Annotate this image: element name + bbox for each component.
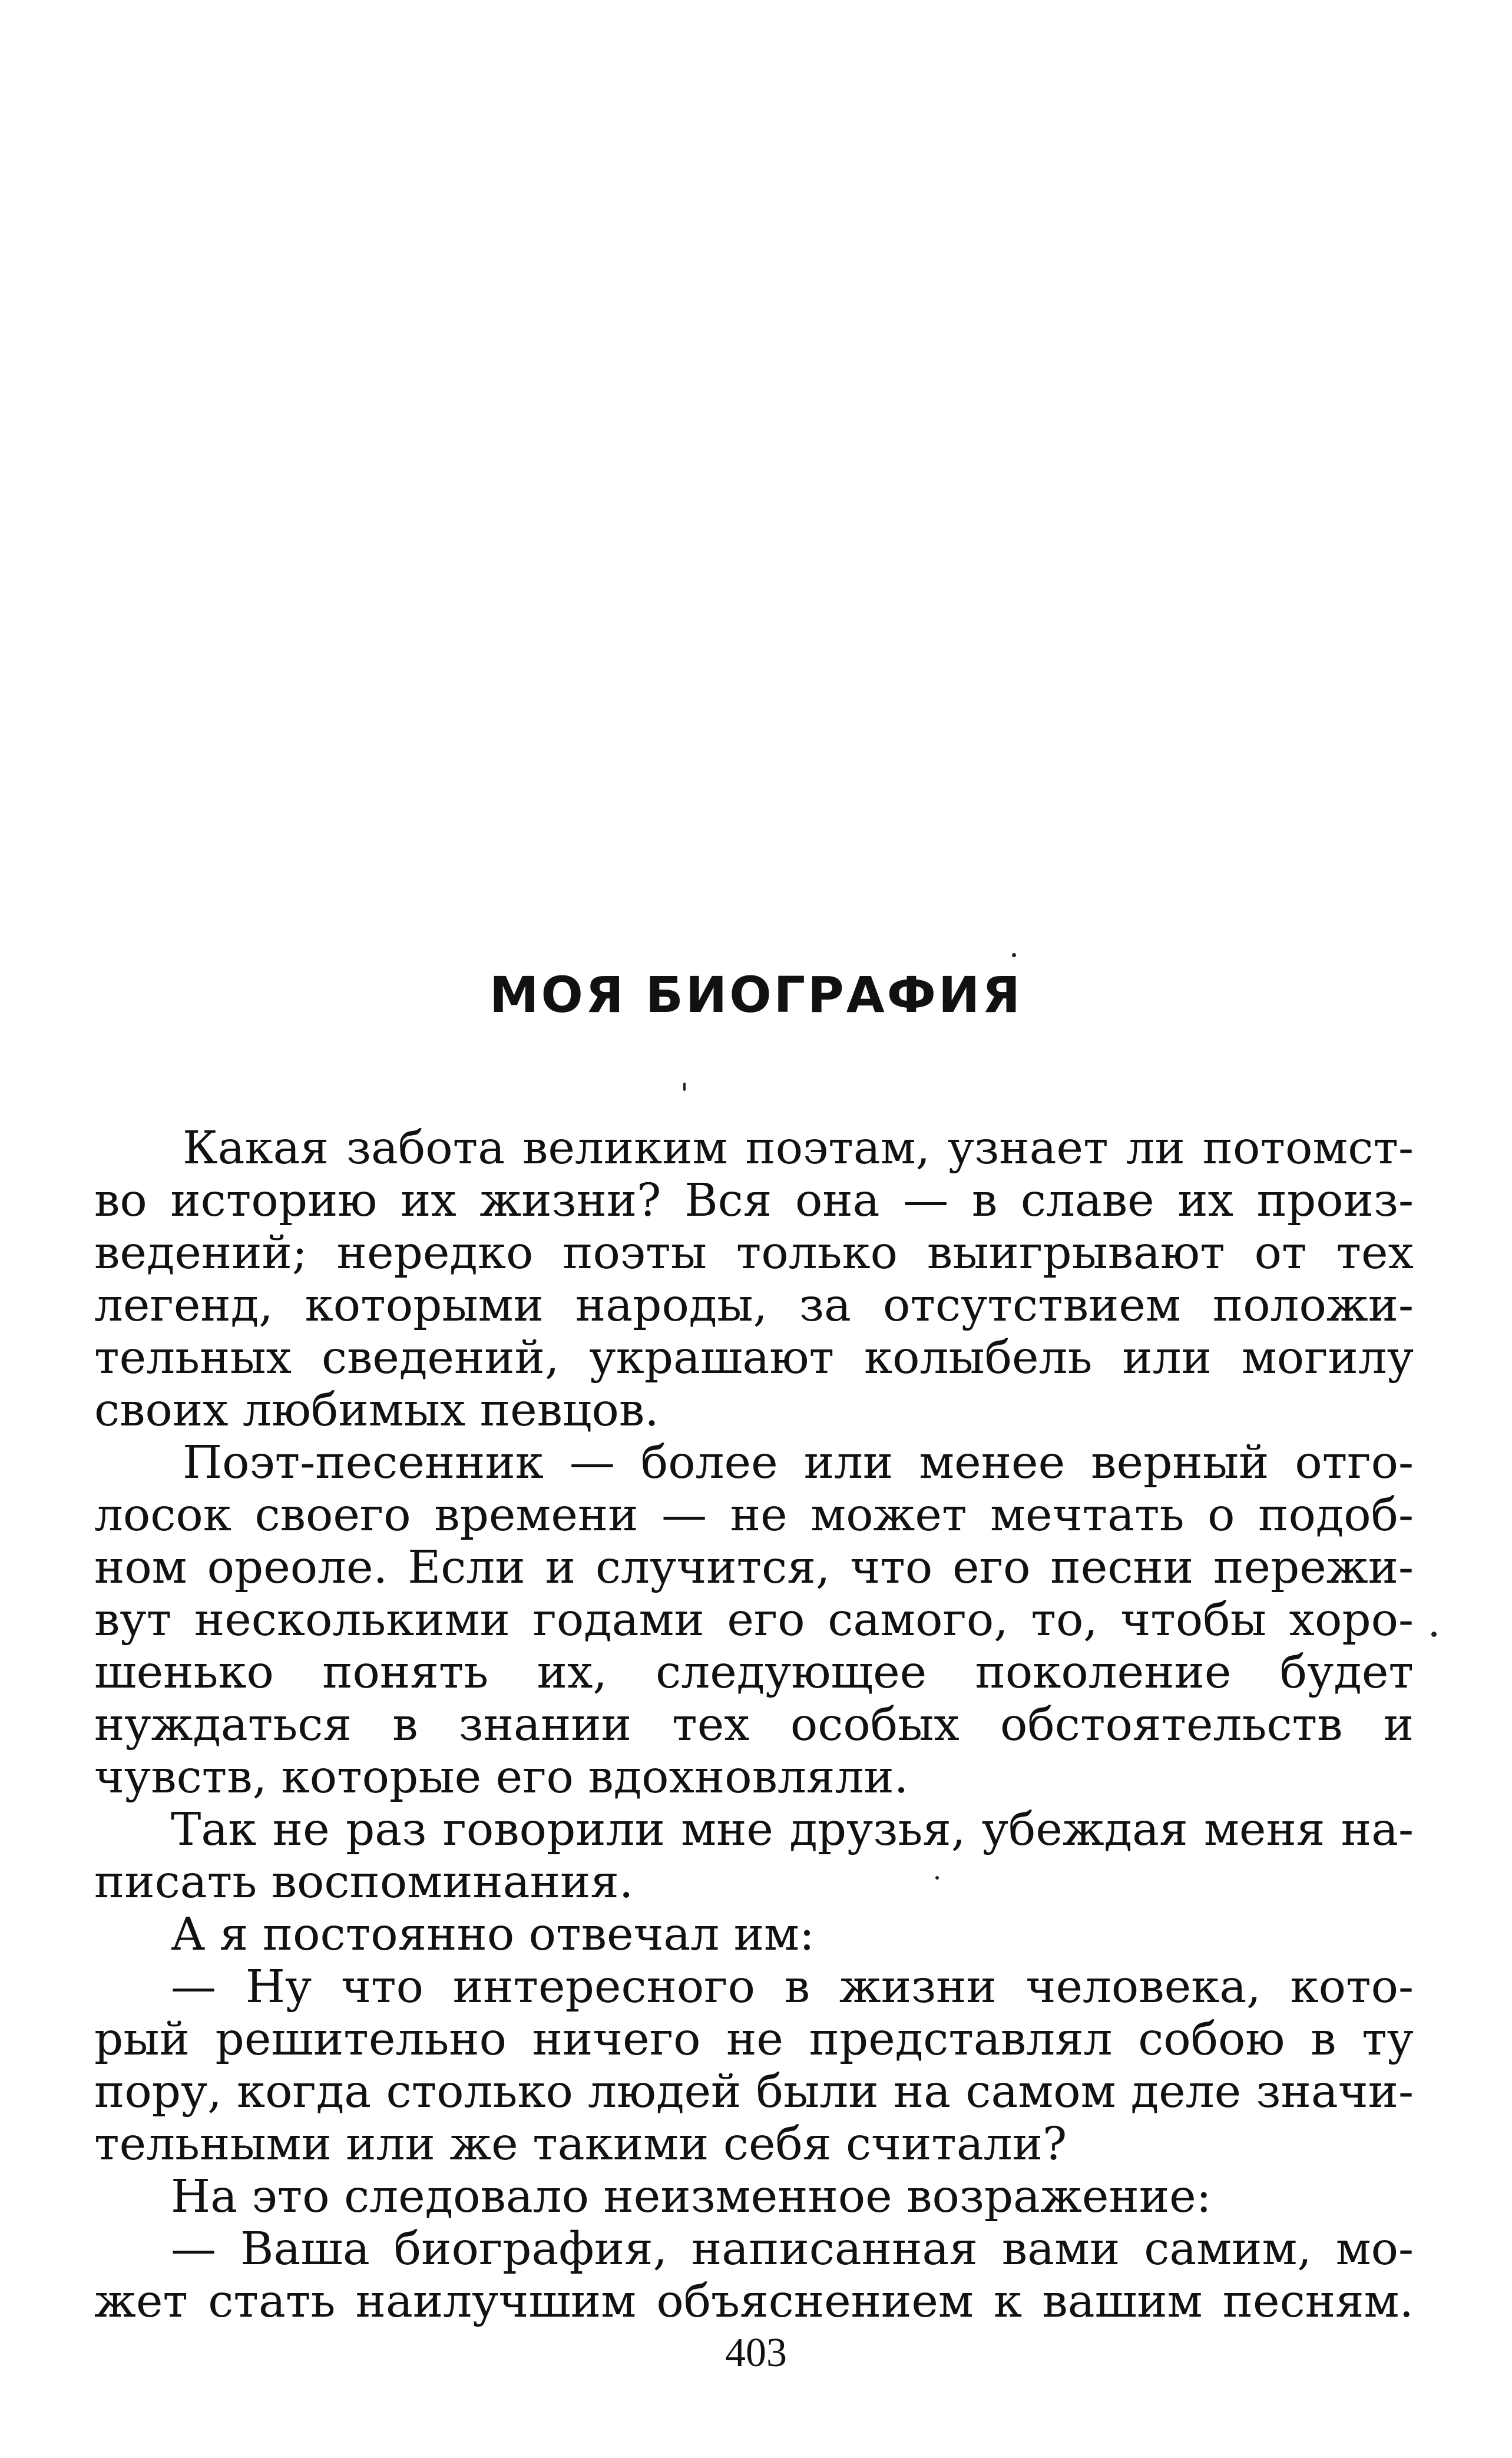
text-line: тельных сведений, украшают колыбель или могилу bbox=[94, 1332, 1414, 1384]
text-line: вут несколькими годами его самого, то, чтобы хоро- bbox=[94, 1594, 1414, 1646]
paragraph bbox=[94, 1961, 1414, 2171]
paragraph bbox=[94, 1437, 1414, 1804]
body-text bbox=[94, 1122, 1414, 2328]
text-line: На это следовало неизменное возражение: bbox=[171, 2171, 1212, 2223]
paragraph bbox=[94, 1908, 1414, 1961]
text-line: жет стать наилучшим объяснением к вашим песням. bbox=[94, 2275, 1414, 2328]
print-speck bbox=[1431, 1632, 1437, 1637]
text-line: рый решительно ничего не представлял собою в ту bbox=[94, 2013, 1414, 2066]
chapter-title: МОЯ БИОГРАФИЯ bbox=[489, 966, 1023, 1024]
text-line: ведений; нередко поэты только выигрывают от тех bbox=[94, 1227, 1414, 1279]
text-line: нуждаться в знании тех особых обстоятельств и bbox=[94, 1699, 1414, 1751]
text-line: — Ну что интересного в жизни человека, кото- bbox=[171, 1961, 1414, 2013]
text-line: Какая забота великим поэтам, узнает ли потомст- bbox=[183, 1122, 1414, 1175]
text-line: своих любимых певцов. bbox=[94, 1384, 659, 1437]
text-line: пору, когда столько людей были на самом деле значи- bbox=[94, 2066, 1414, 2118]
text-line: Так не раз говорили мне друзья, убеждая меня на- bbox=[171, 1804, 1414, 1856]
print-speck bbox=[1012, 953, 1016, 957]
text-line: тельными или же такими себя считали? bbox=[94, 2118, 1067, 2171]
paragraph bbox=[94, 1122, 1414, 1437]
text-line: А я постоянно отвечал им: bbox=[171, 1908, 815, 1961]
paragraph bbox=[94, 2171, 1414, 2223]
text-line: шенько понять их, следующее поколение будет bbox=[94, 1646, 1414, 1699]
paragraph bbox=[94, 2223, 1414, 2328]
text-line: чувств, которые его вдохновляли. bbox=[94, 1751, 909, 1804]
text-line: ном ореоле. Если и случится, что его песни пережи- bbox=[94, 1541, 1414, 1594]
text-line: — Ваша биография, написанная вами самим, мо- bbox=[171, 2223, 1414, 2275]
page-number: 403 bbox=[725, 2330, 787, 2376]
paragraph bbox=[94, 1804, 1414, 1908]
text-line: легенд, которыми народы, за отсутствием положи- bbox=[94, 1279, 1414, 1332]
text-line: во историю их жизни? Вся она — в славе их произ- bbox=[94, 1175, 1414, 1227]
text-line: Поэт-песенник — более или менее верный отго- bbox=[183, 1437, 1414, 1489]
text-line: лосок своего времени — не может мечтать о подоб- bbox=[94, 1489, 1414, 1541]
print-speck bbox=[683, 1083, 686, 1091]
text-line: писать воспоминания. bbox=[94, 1856, 634, 1908]
